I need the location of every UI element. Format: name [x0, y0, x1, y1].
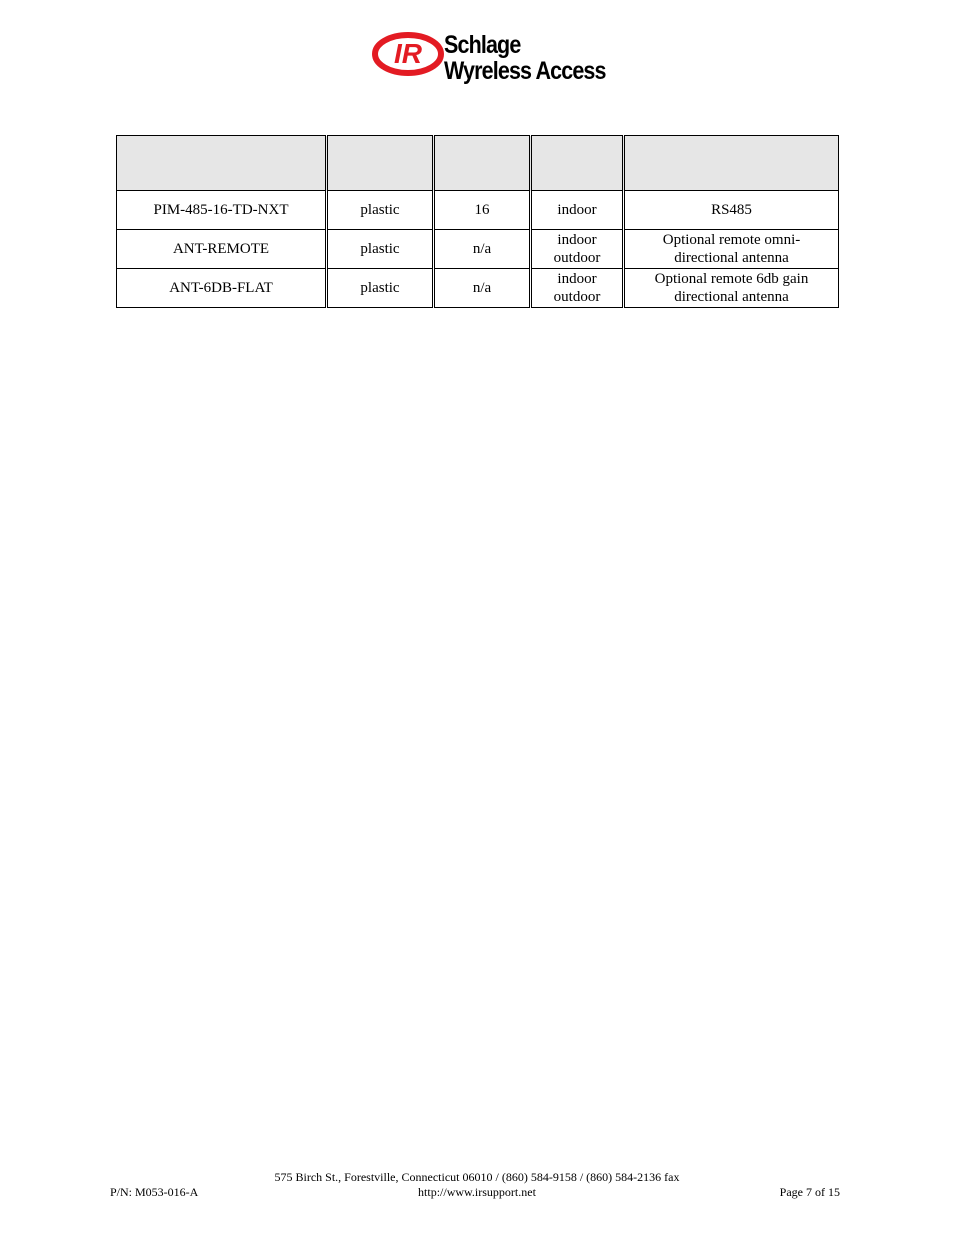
footer-url[interactable]: http://www.irsupport.net	[418, 1185, 536, 1199]
header-cell	[117, 136, 327, 191]
material-cell: plastic	[327, 191, 434, 230]
product-spec-table	[116, 135, 839, 308]
material-cell: plastic	[327, 230, 434, 269]
table-row	[117, 269, 839, 308]
environment-line-1: indoor	[557, 202, 597, 218]
environment-line-1: indoor	[557, 271, 597, 287]
footer-page-number: Page 7 of 15	[779, 1185, 840, 1199]
description-line-2: directional antenna	[674, 289, 789, 305]
logo-monogram: IR	[394, 38, 422, 69]
logo-line-1: Schlage	[444, 31, 521, 59]
material-cell: plastic	[327, 269, 434, 308]
environment-line-2: outdoor	[553, 289, 601, 305]
environment-cell	[531, 230, 624, 269]
environment-cell	[531, 191, 624, 230]
logo-wordmark	[444, 32, 632, 84]
description-cell	[624, 230, 839, 269]
description-line-1: Optional remote omni-	[662, 232, 801, 248]
ir-monogram-icon	[372, 30, 444, 78]
table-row	[117, 230, 839, 269]
header-cell	[531, 136, 624, 191]
table-header-row	[117, 136, 839, 191]
footer-part-number: P/N: M053-016-A	[110, 1185, 199, 1199]
logo-line-2: Wyreless Access	[444, 57, 606, 85]
footer-address: 575 Birch St., Forestville, Connecticut 06010 / (860) 584-9158 / (860) 584-2136 fax	[274, 1170, 680, 1184]
quantity-cell: n/a	[434, 269, 531, 308]
environment-line-2: outdoor	[553, 250, 601, 266]
description-line-2: directional antenna	[674, 250, 789, 266]
environment-cell	[531, 269, 624, 308]
description-line-1: RS485	[711, 202, 752, 218]
quantity-cell: n/a	[434, 230, 531, 269]
part-number-cell: PIM-485-16-TD-NXT	[117, 191, 327, 230]
description-cell	[624, 269, 839, 308]
description-line-1: Optional remote 6db gain	[654, 271, 809, 287]
table-row	[117, 191, 839, 230]
environment-line-1: indoor	[557, 232, 597, 248]
part-number-cell: ANT-6DB-FLAT	[117, 269, 327, 308]
header-cell	[434, 136, 531, 191]
quantity-cell: 16	[434, 191, 531, 230]
part-number-cell: ANT-REMOTE	[117, 230, 327, 269]
header-cell	[624, 136, 839, 191]
description-cell	[624, 191, 839, 230]
header-cell	[327, 136, 434, 191]
company-logo	[372, 28, 632, 94]
